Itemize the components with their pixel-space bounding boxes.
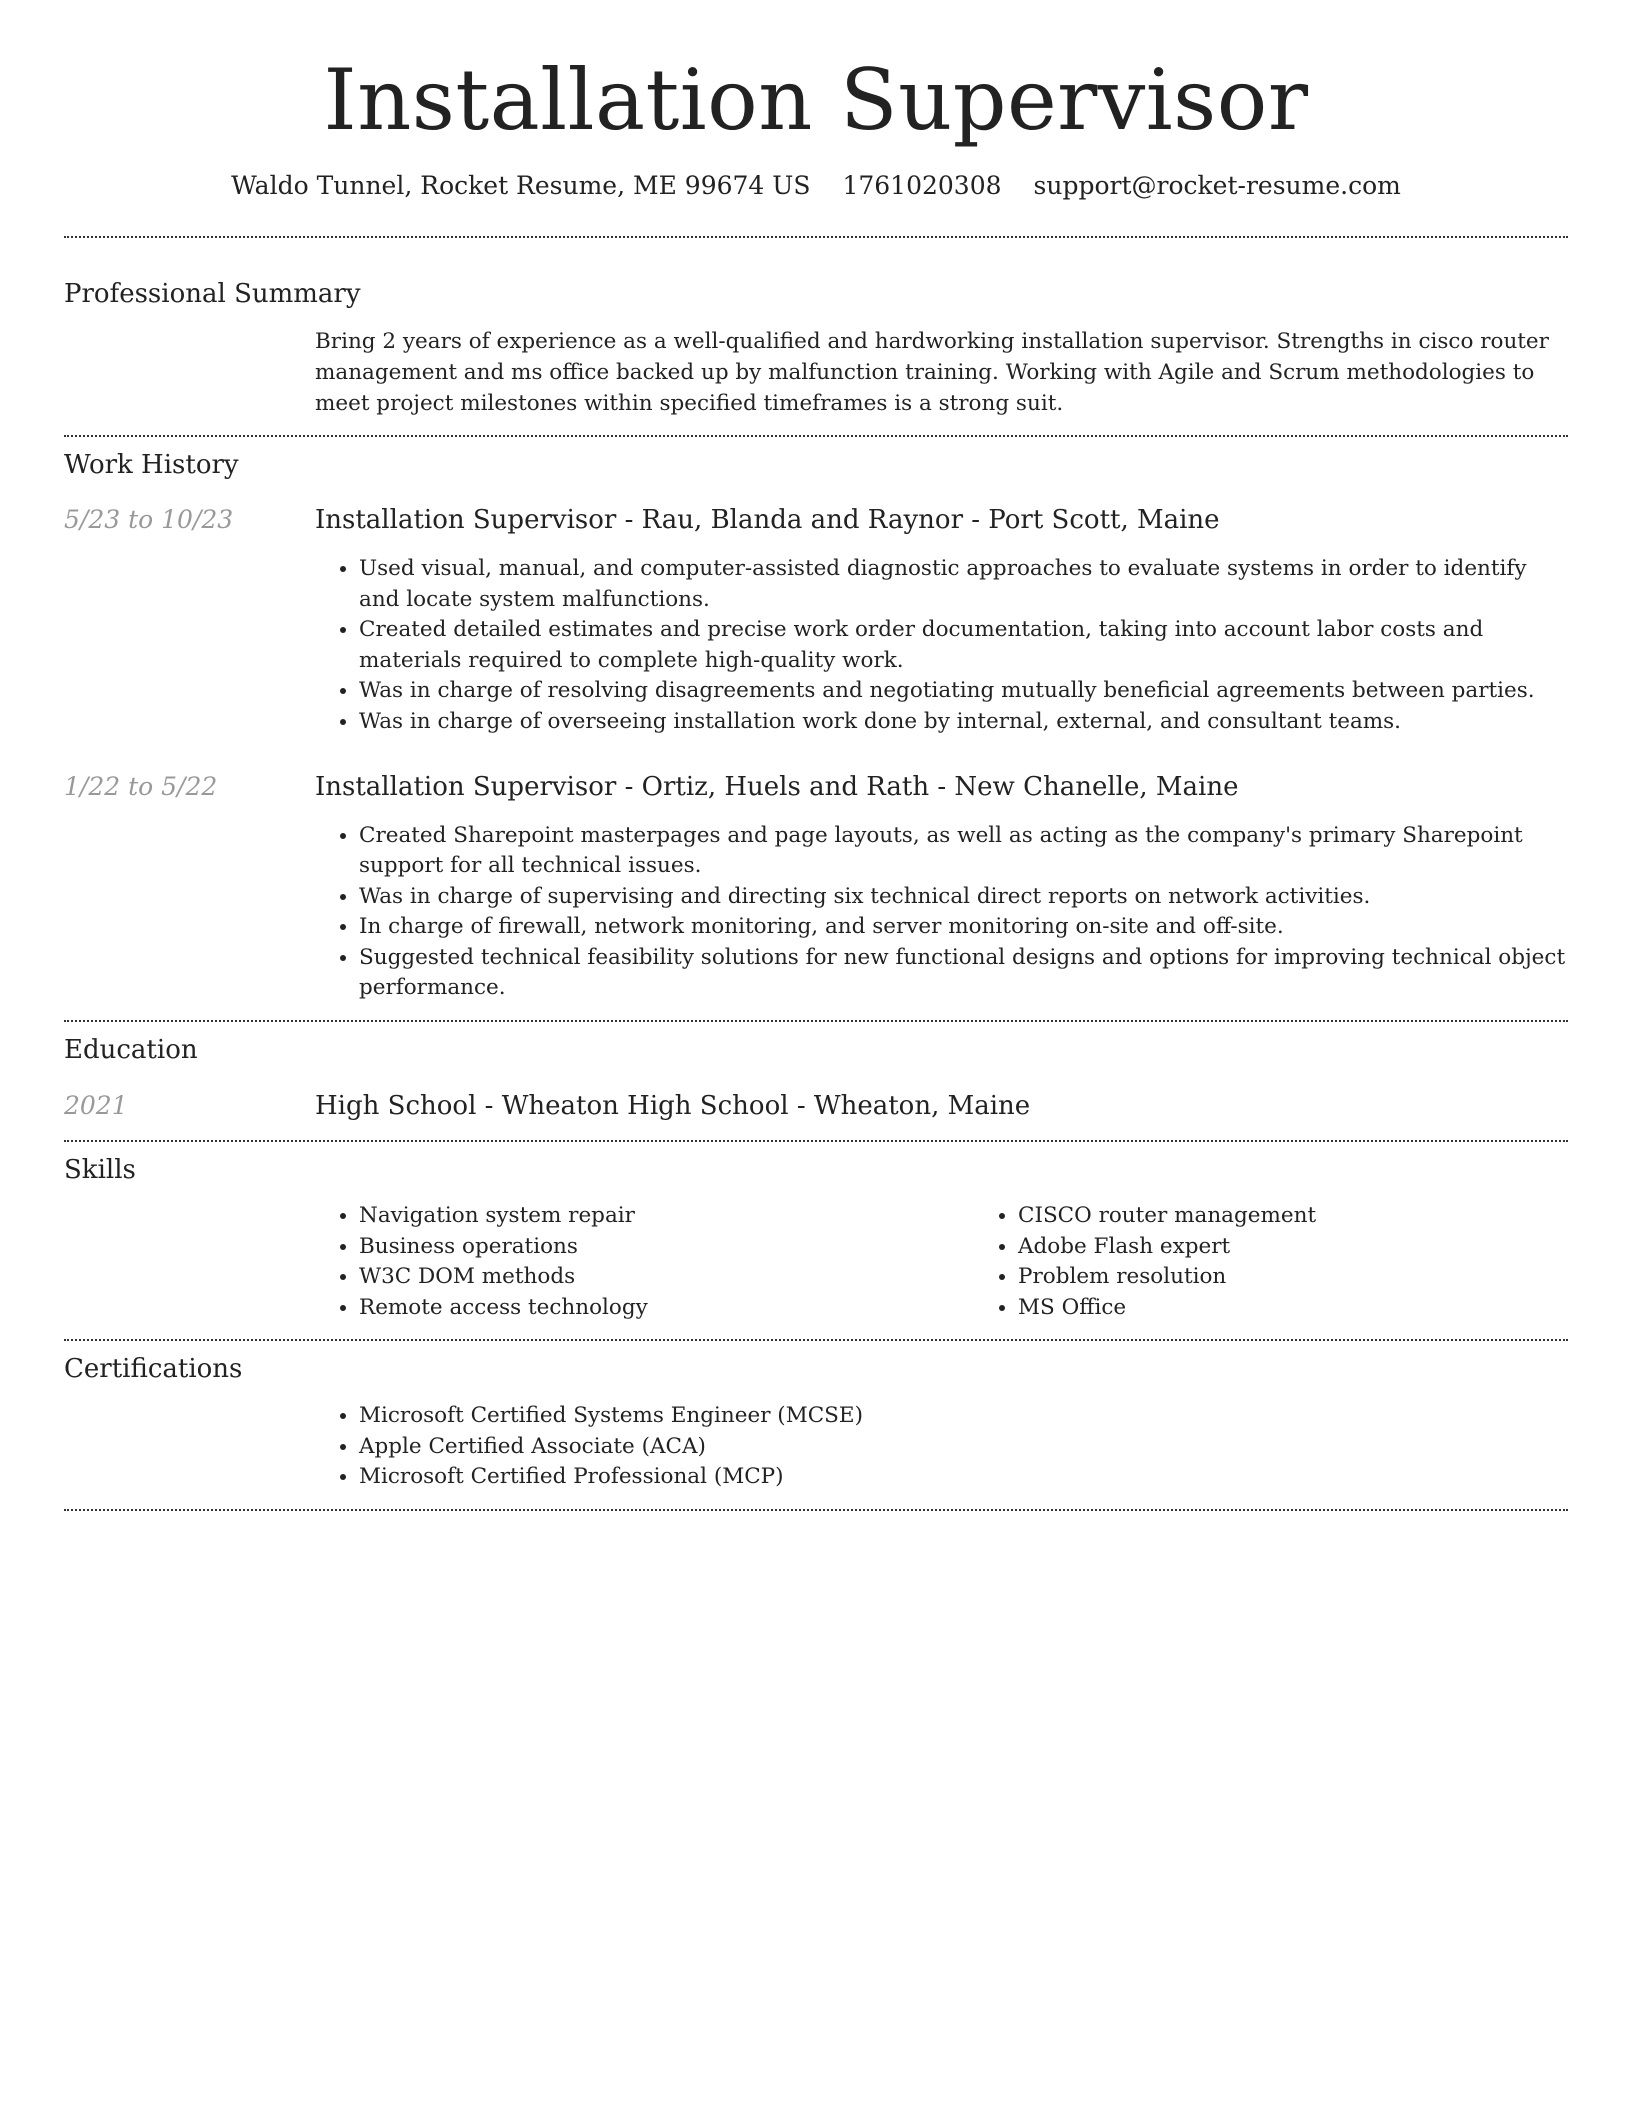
education-title: Education [64,1034,198,1065]
job-heading: Installation Supervisor - Rau, Blanda and Raynor - Port Scott, Maine [315,505,1220,536]
certifications-title: Certifications [64,1354,243,1385]
job-bullets [315,821,1568,1004]
summary-title: Professional Summary [64,278,361,309]
job-heading: Installation Supervisor - Ortiz, Huels and Rath - New Chanelle, Maine [315,772,1239,803]
skill-item: • Adobe Flash expert [1018,1232,1568,1263]
summary-section [64,238,1568,435]
skill-item: • MS Office [1018,1293,1568,1324]
skills-section [64,1142,1568,1340]
job-entry [64,771,1568,1004]
list-item: • Was in charge of overseeing installation work done by internal, external, and consultant teams. [359,707,1568,738]
skill-item: • W3C DOM methods [359,1262,974,1293]
list-item: • Suggested technical feasibility solutions for new functional designs and options for improving technical object performance. [359,943,1568,1004]
certification-item: • Microsoft Certified Systems Engineer (MCSE) [359,1401,1568,1432]
list-item: • Was in charge of supervising and directing six technical direct reports on network activities. [359,882,1568,913]
certifications-section [64,1341,1568,1508]
contact-phone: 1761020308 [842,170,1002,200]
skill-item: • Remote access technology [359,1293,974,1324]
skill-item: • Business operations [359,1232,974,1263]
job-date: 5/23 to 10/23 [64,505,234,535]
contact-email: support@rocket-resume.com [1033,170,1401,200]
certification-item: • Microsoft Certified Professional (MCP) [359,1462,1568,1493]
section-divider [64,1509,1568,1511]
education-heading: High School - Wheaton High School - Wheaton, Maine [315,1090,1031,1121]
education-section [64,1022,1568,1140]
list-item: • In charge of firewall, network monitoring, and server monitoring on-site and off-site. [359,912,1568,943]
resume-name: Installation Supervisor [323,51,1309,149]
job-date: 1/22 to 5/22 [64,772,218,802]
job-entry [64,504,1568,737]
skills-list-left [315,1201,974,1323]
certifications-list [315,1401,1568,1493]
work-history-section [64,437,1568,1020]
list-item: • Used visual, manual, and computer-assisted diagnostic approaches to evaluate systems in order to identify and locate system malfunctions. [359,554,1568,615]
job-bullets [315,554,1568,737]
work-history-title: Work History [64,449,239,480]
skills-title: Skills [64,1154,136,1185]
list-item: • Created detailed estimates and precise work order documentation, taking into account labor costs and materials required to complete high-quality work. [359,615,1568,676]
skills-list-right [974,1201,1568,1323]
certification-item: • Apple Certified Associate (ACA) [359,1432,1568,1463]
contact-address: Waldo Tunnel, Rocket Resume, ME 99674 US [231,170,811,200]
skill-item: • CISCO router management [1018,1201,1568,1232]
skill-item: • Problem resolution [1018,1262,1568,1293]
list-item: • Created Sharepoint masterpages and page layouts, as well as acting as the company's primary Sharepoint support for all technical issues. [359,821,1568,882]
list-item: • Was in charge of resolving disagreements and negotiating mutually beneficial agreements between parties. [359,676,1568,707]
summary-text: Bring 2 years of experience as a well-qualified and hardworking installation supervisor. Strengths in cisco router management and ms office backed up by malfunction training. Working with Agile and Scrum methodologies to meet project milestones within specified timeframes is a strong suit. [315,328,1549,416]
contact-line [64,171,1568,200]
education-date: 2021 [64,1090,128,1120]
skill-item: • Navigation system repair [359,1201,974,1232]
